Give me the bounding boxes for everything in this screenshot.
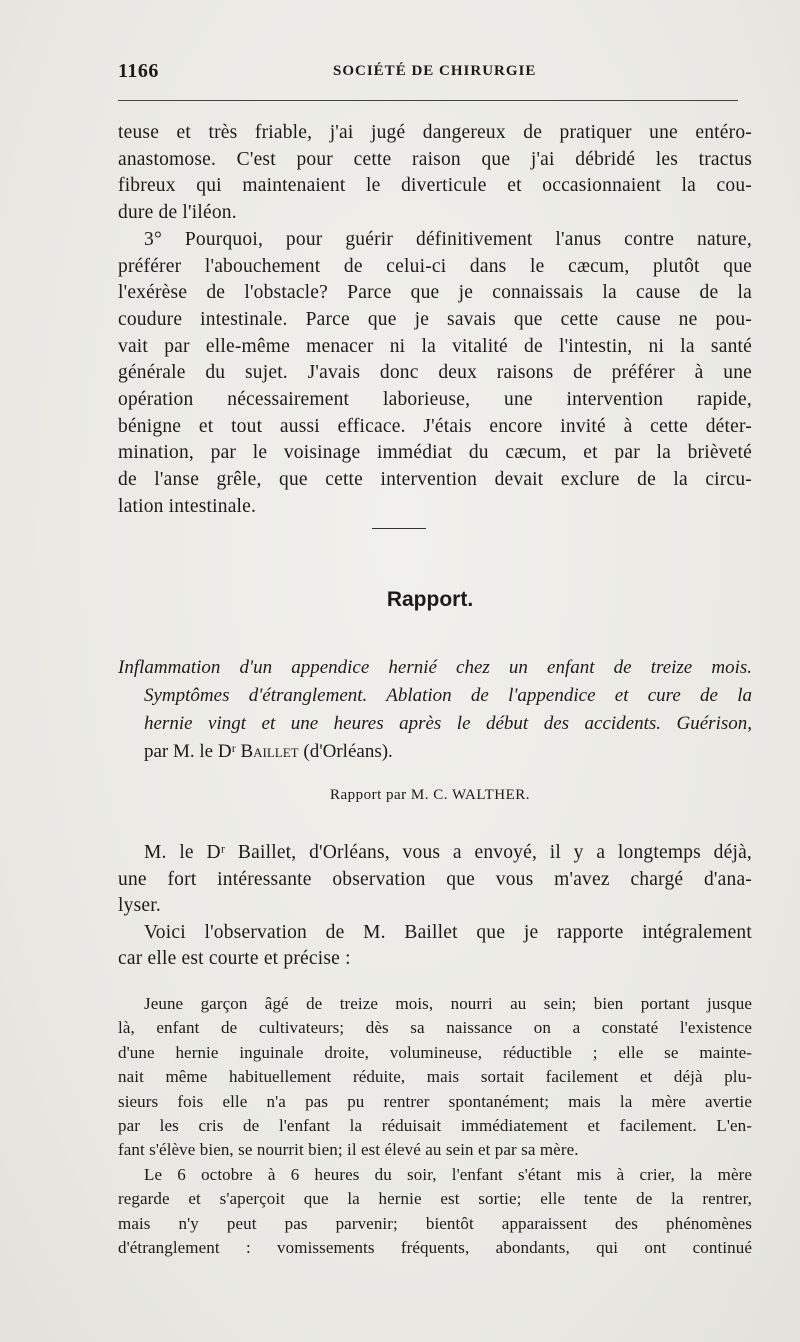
text-line: vait par elle-même menacer ni la vitalité de l'intestin, ni la santé: [118, 335, 752, 357]
text-line: bénigne et tout aussi efficace. J'étais encore invité à cette déter-: [118, 415, 752, 437]
text-line: une fort intéressante observation que vous m'avez chargé d'ana-: [118, 868, 752, 890]
report-title-line: Inflammation d'un appendice hernié chez un enfant de treize mois.: [118, 657, 752, 678]
page-header: [118, 56, 738, 92]
text-line: lyser.: [118, 895, 161, 916]
text-line: lation intestinale.: [118, 495, 257, 517]
text-line: Jeune garçon âgé de treize mois, nourri au sein; bien portant jusque: [144, 994, 752, 1013]
text-line: teuse et très friable, j'ai jugé dangereux de pratiquer une entéro-: [118, 122, 752, 143]
text-line: préférer l'abouchement de celui-ci dans le cæcum, plutôt que: [118, 255, 752, 277]
paragraph-1: [118, 120, 752, 227]
report-author: [118, 738, 752, 766]
author-name: Baillet: [240, 741, 299, 762]
observation-text: [118, 992, 752, 1260]
text-line: Voici l'observation de M. Baillet que je rapporte intégralement: [144, 921, 752, 943]
text-line: générale du sujet. J'avais donc deux raisons de préférer à une: [118, 362, 752, 384]
body-text-middle: [118, 840, 752, 973]
text-line: car elle est courte et précise :: [118, 948, 351, 969]
text-line: fant s'élève bien, se nourrit bien; il est élevé au sein et par sa mère.: [118, 1140, 579, 1160]
text-line: fibreux qui maintenaient le diverticule et occasionnaient la cou-: [118, 175, 752, 197]
page-number: 1166: [118, 60, 159, 82]
author-prefix: par M. le Dʳ: [144, 741, 241, 762]
observation-paragraph-1: [118, 992, 752, 1163]
text-line: mais n'y peut pas parvenir; bientôt apparaissent des phénomènes: [118, 1213, 752, 1233]
observation-paragraph-2: [118, 1163, 752, 1261]
text-line: Le 6 octobre à 6 heures du soir, l'enfant s'étant mis à crier, la mère: [144, 1164, 752, 1184]
text-line: dure de l'iléon.: [118, 202, 237, 224]
paragraph-4: [118, 920, 752, 973]
report-title-line: hernie vingt et une heures après le début des accidents. Guérison,: [144, 713, 752, 734]
text-line: d'étranglement : vomissements fréquents, abondants, qui ont continué: [118, 1238, 752, 1258]
text-line: regarde et s'aperçoit que la hernie est sortie; elle tente de la rentrer,: [118, 1189, 752, 1209]
report-byline: Rapport par M. C. WALTHER.: [329, 787, 531, 803]
running-title: SOCIÉTÉ DE CHIRURGIE: [333, 63, 537, 79]
paragraph-2: [118, 227, 752, 521]
text-line: nait même habituellement réduite, mais sortait facilement et déjà plu-: [118, 1067, 752, 1087]
author-suffix: (d'Orléans).: [298, 741, 393, 762]
text-line: 3° Pourquoi, pour guérir définitivement l'anus contre nature,: [144, 228, 752, 250]
text-line: sieurs fois elle n'a pas pu rentrer spontanément; mais la mère avertie: [118, 1091, 752, 1111]
report-title: [118, 654, 752, 766]
text-line: d'une hernie inguinale droite, volumineuse, réductible ; elle se mainte-: [118, 1042, 752, 1062]
report-title-line: Symptômes d'étranglement. Ablation de l'appendice et cure de la: [144, 685, 752, 706]
paragraph-3: [118, 840, 752, 920]
text-line: opération nécessairement laborieuse, une intervention rapide,: [118, 389, 752, 411]
header-rule: [118, 100, 738, 101]
text-line: l'exérèse de l'obstacle? Parce que je connaissais la cause de la: [118, 282, 752, 304]
text-line: par les cris de l'enfant la réduisait immédiatement et facilement. L'en-: [118, 1116, 752, 1136]
text-line: anastomose. C'est pour cette raison que j'ai débridé les tractus: [118, 148, 752, 170]
text-line: M. le Dʳ Baillet, d'Orléans, vous a envoyé, il y a longtemps déjà,: [144, 842, 752, 863]
section-title: Rapport.: [386, 588, 474, 611]
body-text-top: [118, 120, 752, 521]
text-line: coudure intestinale. Parce que je savais que cette cause ne pou-: [118, 308, 752, 330]
text-line: de l'anse grêle, que cette intervention devait exclure de la circu-: [118, 469, 752, 491]
section-divider: [372, 528, 426, 529]
text-line: mination, par le voisinage immédiat du cæcum, et par la brièveté: [118, 442, 752, 464]
text-line: là, enfant de cultivateurs; dès sa naissance on a constaté l'existence: [118, 1018, 752, 1038]
